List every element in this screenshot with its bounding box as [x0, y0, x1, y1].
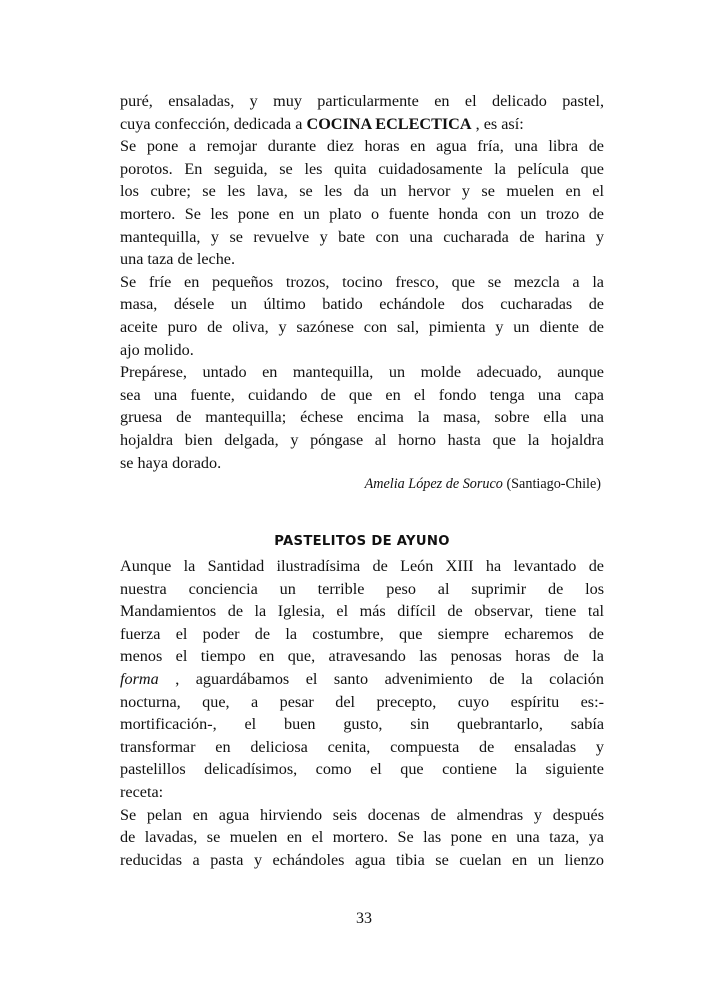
instructions-paragraph-2	[120, 271, 604, 361]
signature-place: (Santiago-Chile)	[502, 476, 601, 493]
story-paragraph	[120, 555, 604, 804]
text-line: masa, désele un último batido echándole dos cucharadas de	[120, 295, 604, 314]
page-number: 33	[356, 910, 372, 927]
text-line: se haya dorado.	[120, 453, 222, 472]
text-line: mantequilla, y se revuelve y bate con una cucharada de harina y	[120, 227, 604, 246]
recipe-signature	[120, 474, 604, 494]
text-line: aceite puro de oliva, y sazónese con sal, pimienta y un diente de	[120, 317, 604, 336]
recipe-pastelitos	[120, 555, 604, 871]
text-line: sea una fuente, cuidando de que en el fondo tenga una capa	[120, 385, 604, 404]
text-line: Se pelan en agua hirviendo seis docenas de almendras y después	[120, 805, 604, 824]
text-line: Aunque la Santidad ilustradísima de León XIII ha levantado de	[120, 557, 604, 575]
text-line: forma , aguardábamos el santo advenimiento de la colación	[120, 669, 604, 688]
recipe-continuation	[120, 90, 604, 494]
text-line: una taza de leche.	[120, 250, 236, 269]
signature-author: Amelia López de Soruco	[364, 476, 503, 493]
text-line: menos el tiempo en que, atravesando las penosas horas de la	[120, 647, 604, 666]
instructions-paragraph-3	[120, 361, 604, 474]
text-line: hojaldra bien delgada, y póngase al horno hasta que la hojaldra	[120, 430, 604, 449]
emphasis-word: forma	[120, 669, 159, 688]
intro-paragraph	[120, 90, 604, 135]
recipe-title: PASTELITOS DE AYUNO	[274, 534, 450, 549]
instructions-paragraph	[120, 804, 604, 872]
text-line: los cubre; se les lava, se les da un hervor y se muelen en el	[120, 182, 604, 201]
text-line: mortificación-, el buen gusto, sin quebrantarlo, sabía	[120, 715, 604, 734]
text-line: Mandamientos de la Iglesia, el más difícil de observar, tiene tal	[120, 602, 604, 621]
instructions-paragraph-1	[120, 135, 604, 271]
text-line: fuerza el poder de la costumbre, que siempre echaremos de	[120, 624, 604, 643]
text-line: ajo molido.	[120, 340, 194, 359]
text-line: gruesa de mantequilla; échese encima la masa, sobre ella una	[120, 408, 604, 427]
text-line: cuya confección, dedicada a COCINA ECLECTICA , es así:	[120, 114, 524, 133]
text-line: Se pone a remojar durante diez horas en agua fría, una libra de	[120, 137, 604, 156]
text-line: Se fríe en pequeños trozos, tocino fresco, que se mezcla a la	[120, 272, 604, 291]
text-line: Prepárese, untado en mantequilla, un molde adecuado, aunque	[120, 363, 604, 382]
text-line: porotos. En seguida, se les quita cuidadosamente la película que	[120, 159, 604, 178]
text-line: puré, ensaladas, y muy particularmente en el delicado pastel,	[120, 92, 604, 110]
text-line: reducidas a pasta y echándoles agua tibia se cuelan en un lienzo	[120, 850, 604, 869]
text-line: nuestra conciencia un terrible peso al suprimir de los	[120, 579, 604, 598]
text-line: pastelillos delicadísimos, como el que contiene la siguiente	[120, 760, 604, 779]
text-line: transformar en deliciosa cenita, compuesta de ensaladas y	[120, 737, 604, 756]
text-line: mortero. Se les pone en un plato o fuente honda con un trozo de	[120, 204, 604, 223]
text-line: nocturna, que, a pesar del precepto, cuyo espíritu es:-	[120, 692, 604, 711]
text-line: receta:	[120, 782, 164, 801]
cookbook-title: COCINA ECLECTICA	[306, 114, 472, 133]
text-line: de lavadas, se muelen en el mortero. Se las pone en una taza, ya	[120, 828, 604, 847]
